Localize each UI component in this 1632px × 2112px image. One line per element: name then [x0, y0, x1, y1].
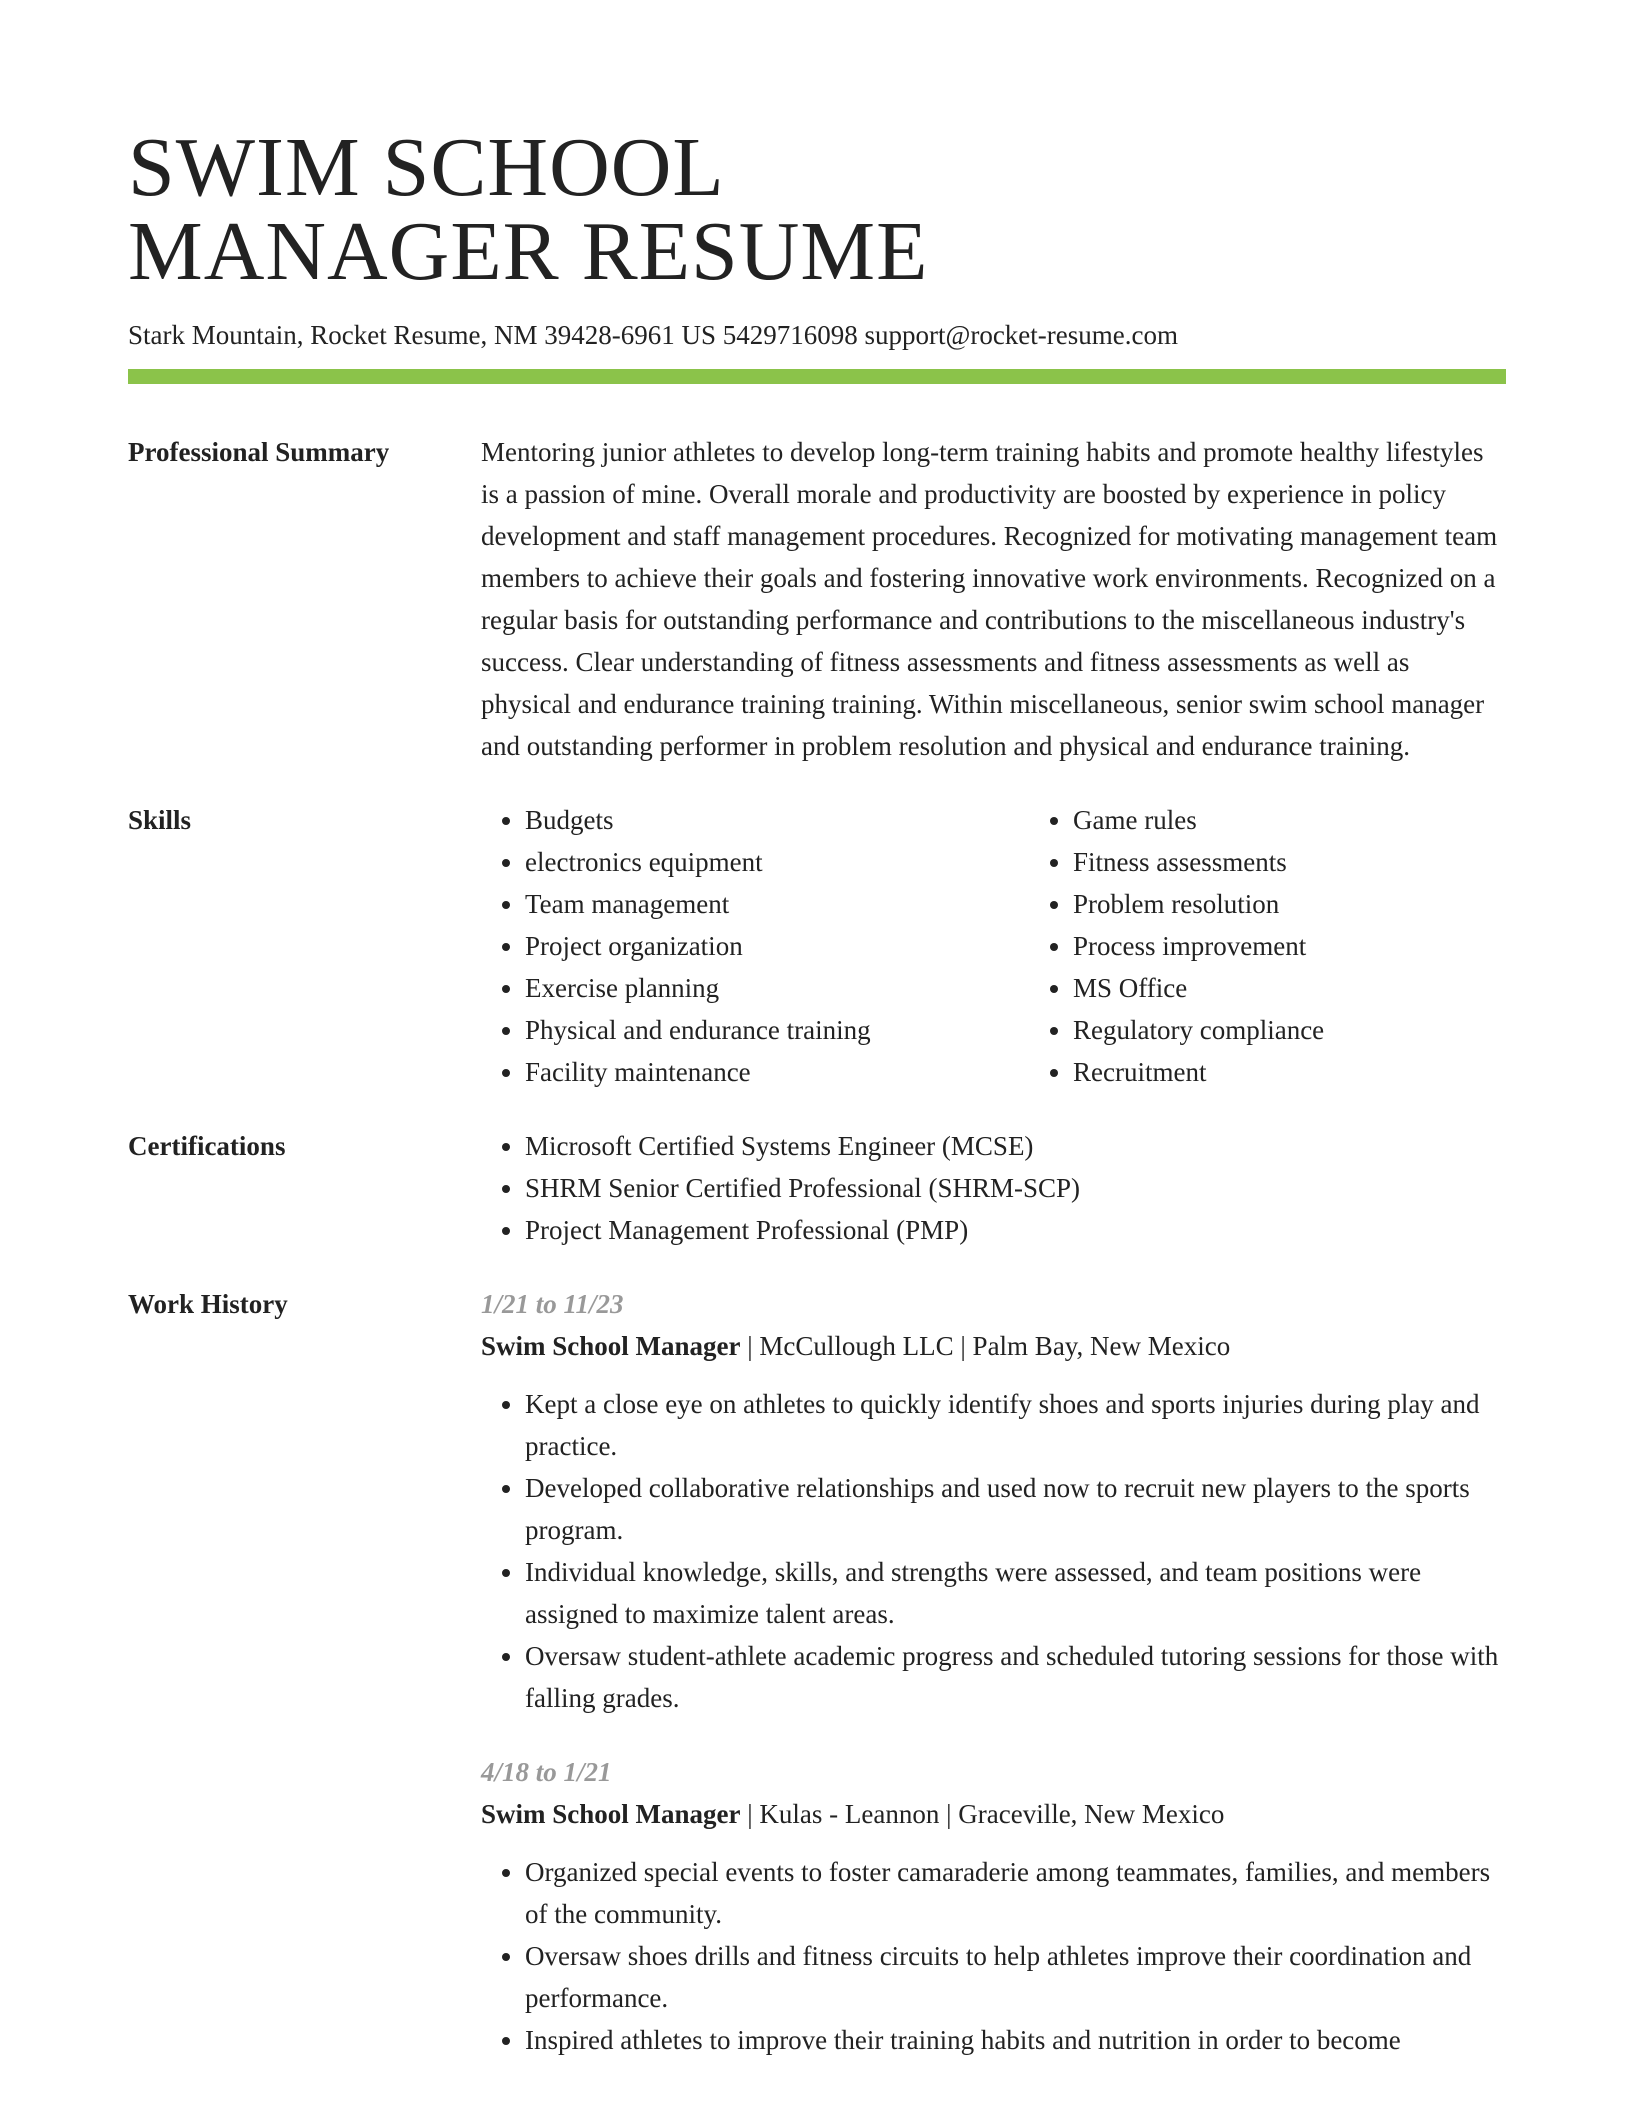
job-dates: 4/18 to 1/21	[481, 1757, 612, 1787]
job-bullet: • Organized special events to foster camaraderie among teammates, families, and members of the community.	[525, 1851, 1506, 1935]
certification-item: • Microsoft Certified Systems Engineer (MCSE)	[525, 1125, 1506, 1167]
skill-item: • Physical and endurance training	[525, 1009, 1029, 1051]
skill-item: • Project organization	[525, 925, 1029, 967]
job-title: Swim School Manager	[481, 1331, 741, 1361]
skill-item: • Recruitment	[1073, 1051, 1577, 1093]
skill-item: • MS Office	[1073, 967, 1577, 1009]
job-bullet: • Oversaw shoes drills and fitness circuits to help athletes improve their coordination and performance.	[525, 1935, 1506, 2019]
job-bullets	[481, 1851, 1506, 2061]
section-label: Skills	[128, 805, 192, 835]
skill-item: • Budgets	[525, 799, 1029, 841]
job-bullet: • Individual knowledge, skills, and strengths were assessed, and team positions were assigned to maximize talent areas.	[525, 1551, 1506, 1635]
job-employer-location: | McCullough LLC | Palm Bay, New Mexico	[740, 1331, 1231, 1361]
resume-title	[128, 121, 1506, 298]
skill-item: • Facility maintenance	[525, 1051, 1029, 1093]
skill-item: • Regulatory compliance	[1073, 1009, 1577, 1051]
summary-text: Mentoring junior athletes to develop long-term training habits and promote healthy lifestyles is a passion of mine. Overall morale and productivity are boosted by experience in policy development and staff management procedures. Recognized for motivating management team members to achieve their goals and fostering innovative work environments. Recognized on a regular basis for outstanding performance and contributions to the miscellaneous industry's success. Clear understanding of fitness assessments and fitness assessments as well as physical and endurance training training. Within miscellaneous, senior swim school manager and outstanding performer in problem resolution and physical and endurance training.	[481, 437, 1498, 761]
job-bullets	[481, 1383, 1506, 1719]
job-heading	[481, 1325, 1506, 1367]
certification-item: • SHRM Senior Certified Professional (SHRM-SCP)	[525, 1167, 1506, 1209]
accent-divider	[128, 369, 1506, 384]
certifications-list	[481, 1125, 1506, 1251]
work-history-section	[128, 1283, 1506, 2061]
job-bullet: • Inspired athletes to improve their training habits and nutrition in order to become	[525, 2019, 1506, 2061]
job-bullet: • Oversaw student-athlete academic progress and scheduled tutoring sessions for those with falling grades.	[525, 1635, 1506, 1719]
skills-list-right	[1029, 799, 1577, 1093]
resume-page	[128, 121, 1506, 2061]
contact-info: Stark Mountain, Rocket Resume, NM 39428-6961 US 5429716098 support@rocket-resume.com	[128, 320, 1178, 350]
skills-section	[128, 799, 1506, 1093]
job-bullet: • Developed collaborative relationships and used now to recruit new players to the sports program.	[525, 1467, 1506, 1551]
resume-title-line-1: SWIM SCHOOL	[128, 121, 725, 214]
certifications-section	[128, 1125, 1506, 1251]
job-dates: 1/21 to 11/23	[481, 1289, 624, 1319]
skill-item: • Exercise planning	[525, 967, 1029, 1009]
section-label: Certifications	[128, 1131, 286, 1161]
section-label: Professional Summary	[128, 437, 390, 467]
section-label: Work History	[128, 1289, 288, 1319]
skill-item: • Process improvement	[1073, 925, 1577, 967]
professional-summary-section	[128, 431, 1506, 767]
skill-item: • Game rules	[1073, 799, 1577, 841]
skill-item: • Team management	[525, 883, 1029, 925]
skill-item: • Problem resolution	[1073, 883, 1577, 925]
job-employer-location: | Kulas - Leannon | Graceville, New Mexico	[740, 1799, 1225, 1829]
job-entry	[481, 1283, 1506, 1719]
job-bullet: • Kept a close eye on athletes to quickly identify shoes and sports injuries during play and practice.	[525, 1383, 1506, 1467]
skill-item: • Fitness assessments	[1073, 841, 1577, 883]
job-entry	[481, 1751, 1506, 2061]
job-title: Swim School Manager	[481, 1799, 741, 1829]
job-heading	[481, 1793, 1506, 1835]
resume-title-line-2: MANAGER RESUME	[128, 205, 929, 298]
skill-item: • electronics equipment	[525, 841, 1029, 883]
certification-item: • Project Management Professional (PMP)	[525, 1209, 1506, 1251]
skills-list-left	[481, 799, 1029, 1093]
